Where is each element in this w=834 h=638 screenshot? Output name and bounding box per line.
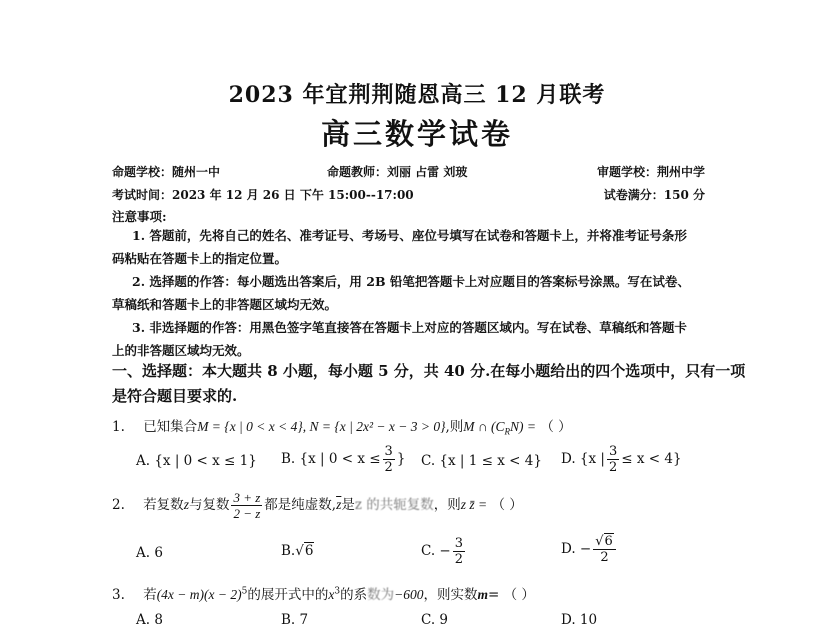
q2-option-d-pre: D. − [561, 541, 592, 557]
note-1-line1: 1. 答题前，先将自己的姓名、准考证号、考场号、座位号填写在试卷和答题卡上，并将准考证号条形 [132, 228, 687, 243]
q1-option-c: C. {x | 1 ≤ x < 4} [421, 453, 542, 469]
q3-stem-a: 若 [143, 587, 157, 603]
q1-option-b-frac [383, 444, 395, 475]
q1-option-a: A. {x | 0 < x ≤ 1} [136, 453, 257, 469]
q2-option-c-pre: C. − [421, 543, 451, 559]
q3-option-a: A. 8 [136, 612, 163, 628]
meta-time: 考试时间：2023 年 12 月 26 日 下午 15:00--17:00 [112, 188, 414, 202]
q2-z: z [183, 497, 189, 512]
q2-option-b: B.√6 [281, 543, 314, 559]
question-1 [112, 415, 572, 437]
q1-number: 1. [112, 419, 125, 435]
q1-option-b-post: } [396, 451, 406, 467]
q2-option-c-den: 2 [454, 552, 464, 567]
note-3-line2: 上的非答题区域均无效。 [112, 343, 250, 358]
question-3 [112, 583, 535, 603]
q1-set-m: M = {x | 0 < x < 4} [197, 419, 303, 434]
q3-paren: （ ） [503, 587, 535, 603]
q1-set-n: , N = {x | 2x² − x − 3 > 0} [302, 419, 446, 434]
q1-expr: M ∩ (C [463, 419, 505, 434]
q3-stem-b: 的展开式中的 [247, 587, 329, 603]
q3-option-d: D. 10 [561, 612, 598, 628]
q2-option-d [561, 534, 618, 565]
exam-title-line1: 2023 年宜荆荆随恩高三 12 月联考 [228, 82, 606, 108]
meta-school: 命题学校：随州一中 [112, 165, 221, 179]
q2-smudge: z 的共轭复数 [354, 497, 434, 513]
q2-option-d-rad: 6 [604, 534, 613, 549]
q2-stem-d: 是 [341, 497, 355, 513]
note-2-line1: 2. 选择题的作答：每小题选出答案后，用 2B 铅笔把答题卡上对应题目的答案标号涂黑。写在试卷、 [132, 274, 690, 289]
q2-option-c-frac [453, 536, 465, 567]
q3-eq: = [487, 587, 500, 603]
q1-option-d-pre: D. {x | [561, 451, 605, 467]
q2-paren: （ ） [491, 497, 523, 513]
question-2 [112, 490, 523, 521]
q3-number: 3. [112, 587, 125, 603]
q2-option-d-frac: $\frac{√6}{2}$ [593, 534, 616, 565]
exam-title-line2: 高三数学试卷 [320, 117, 513, 151]
q2-frac-den: 2 − z [233, 506, 261, 521]
q3-m: m [477, 587, 488, 602]
note-2-line2: 草稿纸和答题卡上的非答题区域均无效。 [112, 297, 338, 312]
note-1-line2: 码粘贴在答题卡上的指定位置。 [112, 251, 288, 266]
q2-zbar: $\overline{z}$ [336, 497, 342, 512]
q1-paren: （ ） [540, 419, 572, 435]
q1-option-d [561, 444, 682, 475]
q1-option-b-num: 3 [384, 444, 393, 459]
section1-line2: 是符合题目要求的. [112, 387, 238, 405]
q1-stem-a: 已知集合 [143, 419, 198, 435]
q3-smudge: 数为 [367, 587, 395, 603]
q3-value: −600 [394, 587, 424, 602]
q3-x3: x [328, 587, 335, 602]
q3-sup3: 3 [334, 586, 341, 597]
meta-reviewer: 审题学校：荆州中学 [596, 165, 705, 179]
note-3-line1: 3. 非选择题的作答：用黑色签字笔直接答在答题卡上对应的答题区域内。写在试卷、草稿纸和答题卡 [132, 320, 687, 335]
q2-option-c-num: 3 [454, 536, 464, 551]
q1-option-b-pre: B. {x | 0 < x ≤ [281, 451, 381, 467]
q1-expr-end: N) = [510, 419, 537, 434]
q1-option-b-den: 2 [384, 460, 393, 475]
q3-option-c: C. 9 [421, 612, 449, 628]
q2-stem-b: 与复数 [188, 497, 230, 513]
q1-option-d-post: ≤ x < 4} [621, 451, 682, 467]
q2-stem-a: 若复数 [143, 497, 184, 513]
q2-stem-c: 都是纯虚数, [264, 497, 337, 513]
q1-sub: R [504, 426, 511, 437]
q2-frac [231, 490, 262, 521]
section1-line1: 一、选择题：本大题共 8 小题，每小题 5 分，共 40 分.在每小题给出的四个选项中，只有一项 [112, 362, 746, 380]
notes-heading: 注意事项: [112, 209, 167, 224]
q2-stem-e: ，则 [433, 497, 461, 513]
q2-expr: z z̄ = [460, 497, 488, 512]
q2-frac-num: 3 + z [233, 490, 261, 505]
meta-teachers: 命题教师：刘丽 占雷 刘玻 [327, 165, 468, 179]
q2-option-b-pre: B. [281, 543, 296, 559]
q2-option-c [421, 536, 467, 567]
q3-option-b: B. 7 [281, 612, 309, 628]
q3-stem-c: 的系 [340, 587, 368, 603]
q3-sup5: 5 [241, 586, 248, 597]
q2-number: 2. [112, 497, 125, 513]
q1-option-b [281, 444, 405, 475]
meta-score: 试卷满分：150 分 [603, 188, 705, 202]
q2-option-a: A. 6 [136, 545, 163, 561]
q1-stem-b: ,则 [445, 419, 464, 435]
q1-option-d-den: 2 [608, 460, 618, 475]
q3-expr: (4x − m)(x − 2) [156, 587, 242, 602]
q2-option-d-den: 2 [600, 550, 609, 565]
q1-option-d-num: 3 [608, 444, 618, 459]
q2-option-b-rad: 6 [304, 543, 314, 559]
q1-option-d-frac [607, 444, 619, 475]
q3-stem-d: ，则实数 [423, 587, 478, 603]
